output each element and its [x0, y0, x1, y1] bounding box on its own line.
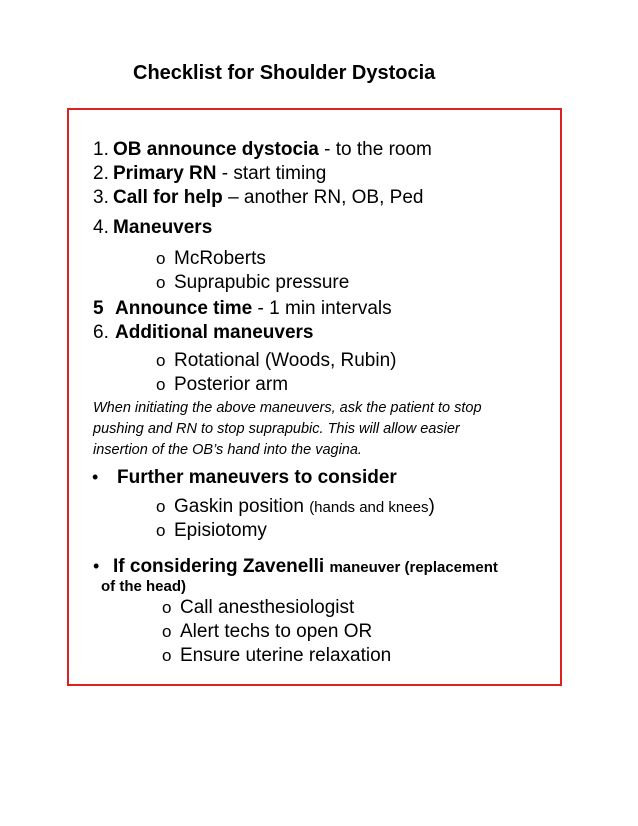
sub-list-item — [156, 496, 435, 519]
item-bold: Maneuvers — [113, 217, 213, 238]
item-number: 2. — [93, 163, 109, 184]
note-line: When initiating the above maneuvers, ask the patient to stop — [93, 400, 482, 416]
list-item — [93, 139, 432, 161]
sub-item-text: McRoberts — [174, 248, 266, 269]
item-text: - to the room — [318, 139, 432, 160]
circle-bullet-icon: o — [156, 497, 166, 516]
sub-list-item — [162, 597, 354, 619]
circle-bullet-icon: o — [162, 646, 172, 665]
sub-item-detail: (hands and knees — [309, 499, 429, 516]
list-item — [93, 322, 314, 344]
circle-bullet-icon: o — [156, 375, 166, 394]
page-title: Checklist for Shoulder Dystocia — [133, 62, 436, 84]
sub-item-text: Alert techs to open OR — [180, 621, 373, 642]
zavenelli-heading: If considering Zavenelli — [113, 556, 325, 577]
further-heading: Further maneuvers to consider — [117, 467, 397, 488]
sub-item-text: Ensure uterine relaxation — [180, 645, 392, 666]
item-text: – another RN, OB, Ped — [222, 187, 424, 208]
item-bold: Call for help — [113, 187, 223, 208]
item-number: 4. — [93, 217, 109, 238]
sub-list-item — [162, 621, 372, 643]
sub-item-text: Suprapubic pressure — [174, 272, 350, 293]
bullet-heading — [92, 466, 397, 489]
list-item — [93, 187, 423, 209]
instruction-note — [93, 398, 553, 461]
circle-bullet-icon: o — [156, 273, 166, 292]
item-text: - 1 min intervals — [252, 298, 392, 319]
list-item — [93, 163, 326, 185]
item-number: 1. — [93, 139, 109, 160]
zavenelli-detail-cont — [101, 575, 186, 598]
item-bold: Announce time — [115, 298, 253, 319]
item-number: 3. — [93, 187, 109, 208]
sub-list-item — [156, 248, 266, 270]
list-item — [93, 217, 212, 239]
item-bold: OB announce dystocia — [113, 139, 319, 160]
sub-item-text: Rotational (Woods, Rubin) — [174, 350, 397, 371]
note-line: insertion of the OB’s hand into the vagina. — [93, 442, 362, 458]
zavenelli-detail-line2: of the head) — [101, 578, 186, 595]
circle-bullet-icon: o — [156, 351, 166, 370]
item-number: 5 — [93, 298, 104, 319]
item-number: 6. — [93, 322, 109, 343]
item-text: - start timing — [216, 163, 327, 184]
sub-item-text: Posterior arm — [174, 374, 289, 395]
bullet-icon: • — [92, 467, 99, 487]
circle-bullet-icon: o — [156, 521, 166, 540]
sub-item-text: Episiotomy — [174, 520, 267, 541]
sub-item-close: ) — [428, 496, 435, 517]
zavenelli-detail: maneuver (replacement — [329, 559, 498, 576]
sub-item-text: Call anesthesiologist — [180, 597, 355, 618]
list-item — [93, 298, 392, 320]
circle-bullet-icon: o — [162, 622, 172, 641]
circle-bullet-icon: o — [162, 598, 172, 617]
sub-list-item — [162, 645, 391, 667]
sub-list-item — [156, 272, 349, 294]
sub-list-item — [156, 350, 396, 372]
sub-list-item — [156, 374, 288, 396]
sub-item-text: Gaskin position — [174, 496, 304, 517]
item-bold: Primary RN — [113, 163, 217, 184]
item-bold: Additional maneuvers — [115, 322, 314, 343]
sub-list-item — [156, 520, 267, 542]
circle-bullet-icon: o — [156, 249, 166, 268]
bullet-icon: • — [93, 556, 100, 576]
note-line: pushing and RN to stop suprapubic. This will allow easier — [93, 421, 460, 437]
